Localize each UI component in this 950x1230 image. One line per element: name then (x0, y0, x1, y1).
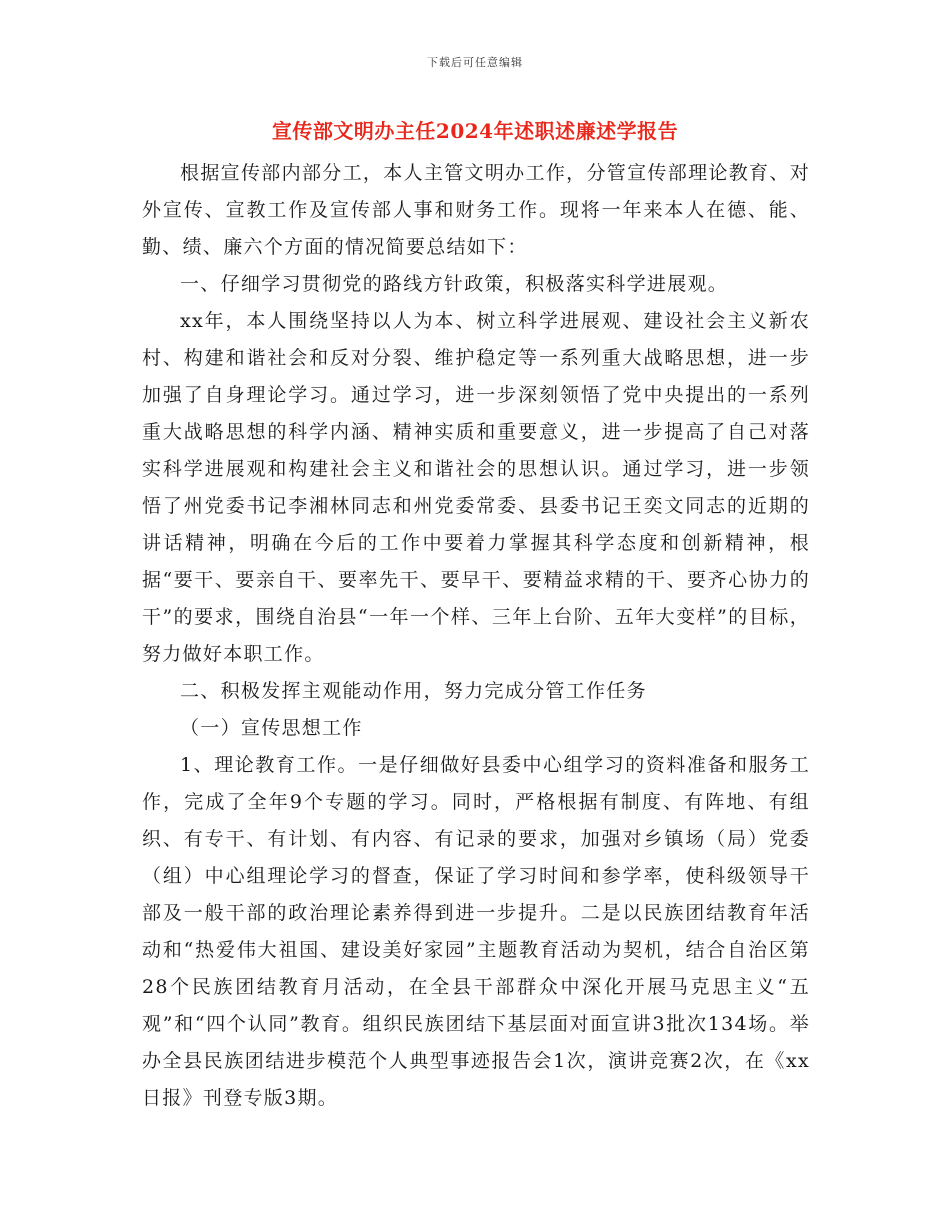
section-heading-1: 一、仔细学习贯彻党的路线方针政策，积极落实科学进展观。 (180, 273, 729, 295)
document-title: 宣传部文明办主任2024年述职述廉述学报告 (271, 119, 679, 143)
document-body (142, 155, 810, 1117)
paragraph-study: xx年，本人围绕坚持以人为本、树立科学进展观、建设社会主义新农村、构建和谐社会和反对分裂、维护稳定等一系列重大战略思想，进一步加强了自身理论学习。通过学习，进一步深刻领悟了党中央提出的一系列重大战略思想的科学内涵、精神实质和重要意义，进一步提高了自己对落实科学进展观和构建社会主义和谐社会的思想认识。通过学习，进一步领悟了州党委书记李湘林同志和州党委常委、县委书记王奕文同志的近期的讲话精神，明确在今后的工作中要着力掌握其科学态度和创新精神，根据“要干、要亲自干、要率先干、要早干、要精益求精的干、要齐心协力的干”的要求，围绕自治县“一年一个样、三年上台阶、五年大变样”的目标，努力做好本职工作。 (142, 310, 810, 665)
subsection-heading-1: （一）宣传思想工作 (180, 717, 363, 739)
page-header-note: 下载后可任意编辑 (427, 56, 523, 69)
paragraph-intro: 根据宣传部内部分工，本人主管文明办工作，分管宣传部理论教育、对外宣传、宣教工作及宣传部人事和财务工作。现将一年来本人在德、能、勤、绩、廉六个方面的情况简要总结如下： (142, 162, 810, 258)
paragraph-theory-education: 1、理论教育工作。一是仔细做好县委中心组学习的资料准备和服务工作，完成了全年9个专题的学习。同时，严格根据有制度、有阵地、有组织、有专干、有计划、有内容、有记录的要求，加强对乡镇场（局）党委（组）中心组理论学习的督查，保证了学习时间和参学率，使科级领导干部及一般干部的政治理论素养得到进一步提升。二是以民族团结教育年活动和“热爱伟大祖国、建设美好家园”主题教育活动为契机，结合自治区第28个民族团结教育月活动，在全县干部群众中深化开展马克思主义“五观”和“四个认同”教育。组织民族团结下基层面对面宣讲3批次134场。举办全县民族团结进步模范个人典型事迹报告会1次，演讲竞赛2次，在《xx日报》刊登专版3期。 (142, 754, 810, 1109)
section-heading-2: 二、积极发挥主观能动作用，努力完成分管工作任务 (180, 680, 647, 702)
